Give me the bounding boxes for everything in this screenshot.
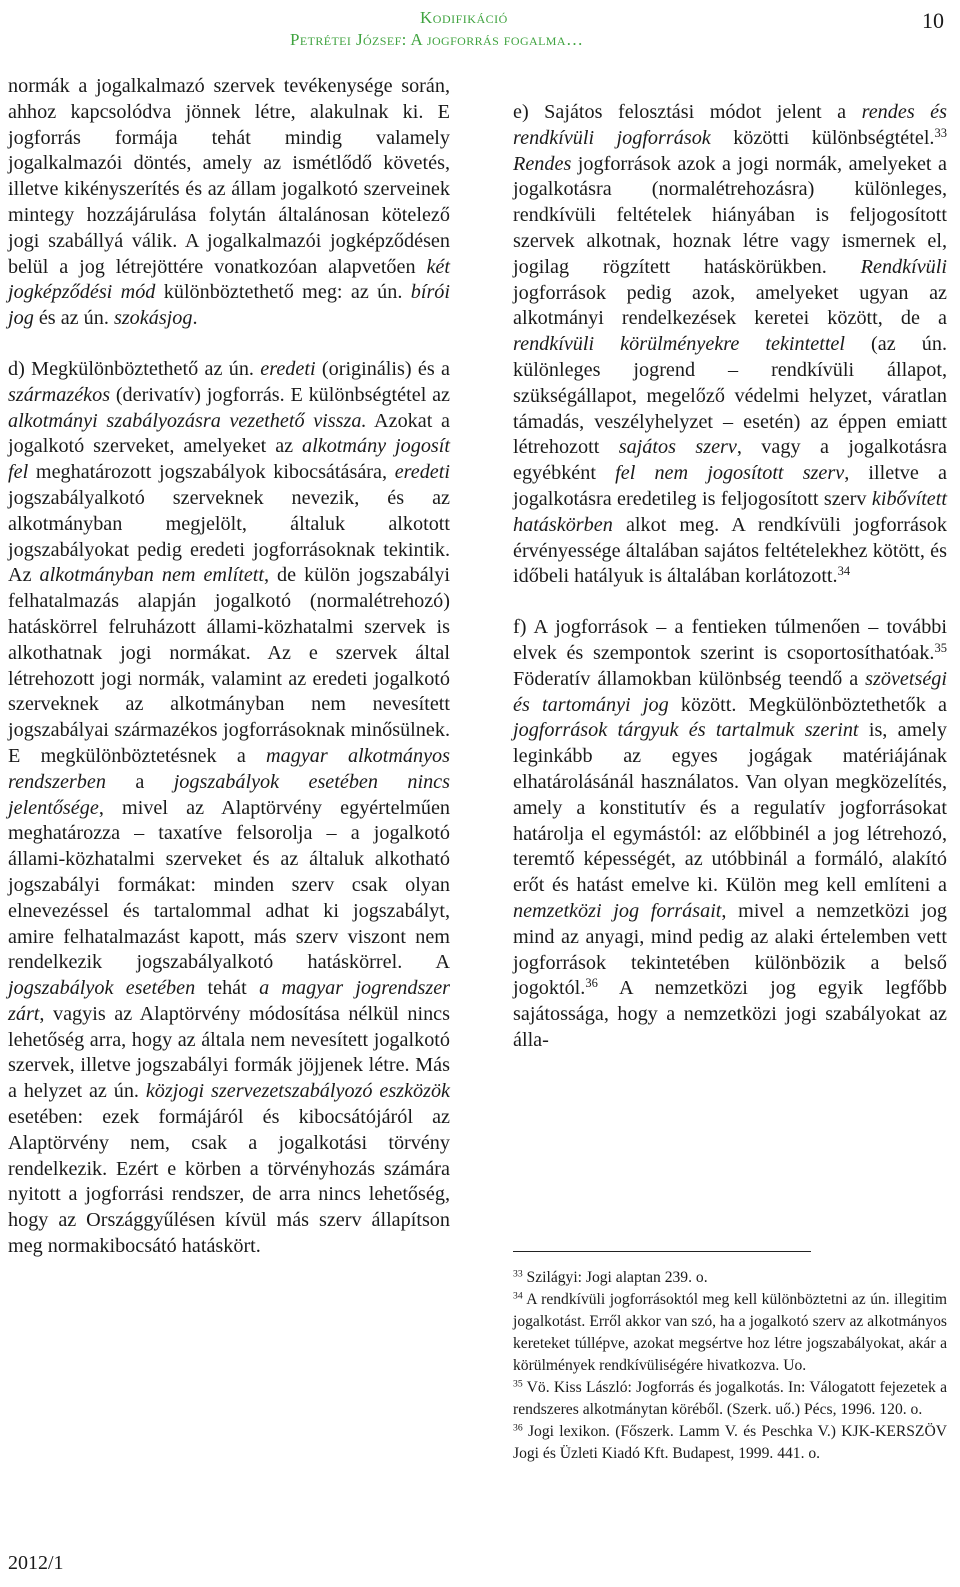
- footnote-34: $^{34}$ A rendkívüli jogforrásoktól meg kell különböztetni az ún. illegitim jogalkotást. Erről akkor van szó, ha a jogalkotó szerv az alkotmányos kereteket túllépve, azokat megsértve hoz létre jogszabályokat, akár a körülmények rendkívüliségére hivatkozva. Uo.: [513, 1290, 947, 1374]
- footnote-ref-36[interactable]: 36: [585, 976, 598, 991]
- footnotes: [513, 1267, 947, 1465]
- paragraph-further-groupings: f) A jogforrások – a fentieken túlmenően – további elvek és szempontok szerint is csoportosíthatóak.$^{35}$ Föderatív államokban különbség teendő a szövetségi és tartományi jog között. Megkülönböztethetők a jogforrások tárgyuk és tartalmuk szerint is, amely leginkább az egyes jogágak matériájának elhatárolásánál használatos. Van olyan megközelítés, amely a konstitutív és a regulatív jogforrásokat határolja el egymástól: az előbbinél a jog létrehozó, teremtő képességét, az utóbbinál a formáló, alakító erőt és hatást emelve ki. Külön meg kell említeni a nemzetközi jog forrásait, mivel a nemzetközi jog mind az anyagi, mind pedig az alaki értelemben vett jogforrások tekintetében különbözik a belső jogoktól.$^{36}$ A nemzetközi jog egyik legfőbb sajátossága, hogy a nemzetközi jogi szabályokat az álla-: [513, 616, 947, 1051]
- footnote-ref-33[interactable]: 33: [934, 125, 947, 140]
- footnote-divider: [513, 1251, 811, 1252]
- left-column: [8, 74, 450, 1260]
- footnote-ref-35[interactable]: 35: [934, 641, 947, 656]
- page-header: [0, 4, 960, 54]
- footnote-35: $^{35}$ Vö. Kiss László: Jogforrás és jogalkotás. In: Válogatott fejezetek a rendszeres alkotmánytan köréből. (Szerk. uő.) Pécs, 1996. 120. o.: [513, 1378, 947, 1418]
- footnote-36: $^{36}$ Jogi lexikon. (Főszerk. Lamm V. és Peschka V.) KJK-KERSZÖV Jogi és Üzleti Kiadó Kft. Budapest, 1999. 441. o.: [513, 1422, 947, 1462]
- paragraph-lawmaking-by-application: normák a jogalkalmazó szervek tevékenysége során, ahhoz kapcsolódva jönnek létre, alakulnak ki. E jogforrás formája tehát mindig valamely jogalkalmazói döntés, amely az ismétlődő követés, illetve kikényszerítés és az állam jogalkotó szerveinek mintegy hozzájárulása folytán általánosan kötelező jogi szabállyá válik. A jogalkalmazói jogképződésen belül a jog létrejöttére vonatkozóan alapvetően két jogképződési mód különböztethető meg: az ún. bírói jog és az ún. szokásjog.: [8, 75, 451, 330]
- page-number: 10: [922, 8, 944, 33]
- issue-number: 2012/1: [8, 1552, 64, 1574]
- paragraph-ordinary-extraordinary-sources: e) Sajátos felosztási módot jelent a rendes és rendkívüli jogforrások közötti különbségtétel.$^{33}$ Rendes jogforrások azok a jogi normák, amelyeket a jogalkotásra (normalétrehozásra) különleges, rendkívüli feltételek hiányában is feljogosított szervek alkotnak, hoznak létre vagy ismernek el, jogilag rögzített hatáskörükben. Rendkívüli jogforrások pedig azok, amelyeket ugyan az alkotmányi rendelkezések keretei között, de a rendkívüli körülményekre tekintettel (az ún. különleges jogrend – rendkívüli állapot, szükségállapot, megelőző védelmi helyzet, váratlan támadás, veszélyhelyzet – esetén) az éppen emiatt létrehozott sajátos szerv, vagy a jogalkotásra egyébként fel nem jogosított szerv, illetve a jogalkotásra eredetileg is feljogosított szerv kibővített hatáskörben alkot meg. A rendkívüli jogforrások érvényessége általában sajátos feltételekhez kötött, és időbeli hatályuk is általában korlátozott.$^{34}$: [513, 101, 947, 588]
- right-column: [513, 100, 947, 1054]
- journal-title: Kodifikáció: [420, 8, 508, 27]
- footnote-33: $^{33}$ Szilágyi: Jogi alaptan 239. o.: [513, 1268, 708, 1286]
- footnote-ref-34[interactable]: 34: [837, 564, 851, 579]
- article-running-title: Petrétei József: A jogforrás fogalma…: [290, 30, 584, 49]
- paragraph-original-derivative-sources: d) Megkülönböztethető az ún. eredeti (originális) és a származékos (derivatív) jogforrás. E különbségtétel az alkotmányi szabályozásra vezethető vissza. Azokat a jogalkotó szerveket, amelyeket az alkotmány jogosít fel meghatározott jogszabályok kibocsátására, eredeti jogszabályalkotó szerveknek nevezik, és az alkotmányban megjelölt, általuk alkotott jogszabályokat pedig eredeti jogforrásoknak tekintik. Az alkotmányban nem említett, de külön jogszabályi felhatalmazás alapján jogalkotó (normalétrehozó) hatáskörrel felruházott állami-közhatalmi szervek is alkothatnak jogi normákat. Az e szervek által létrehozott jogi normák, valamint az eredeti jogalkotó szerveknek az alkotmányban nem nevesített jogszabályai származékos jogforrásoknak minősülnek. E megkülönböztetésnek a magyar alkotmányos rendszerben a jogszabályok esetében nincs jelentősége, mivel az Alaptörvény egyértelműen meghatározza – taxatíve felsorolja – a jogalkotó állami-közhatalmi szerveket és az általuk alkotható jogszabályi formákat: minden szerv csak olyan elnevezéssel és tartalommal adhat ki jogszabályt, amire felhatalmazást kapott, más szerv viszont nem rendelkezik jogszabályalkotó hatáskörrel. A jogszabályok esetében tehát a magyar jogrendszer zárt, vagyis az Alaptörvény módosítása nélkül nincs lehetőség arra, hogy az általa nem nevesített jogalkotó szervek, illetve jogszabályi formák jöjjenek létre. Más a helyzet az ún. közjogi szervezetszabályozó eszközök esetében: ezek formájáról és kibocsátójáról az Alaptörvény nem, csak a jogalkotási törvény rendelkezik. Ezért e körben a törvényhozás számára nyitott a jogforrási rendszer, de arra nincs lehetőség, hogy az Országgyűlésen kívül más szerv állapítson meg normakibocsátó hatáskört.: [8, 357, 451, 1258]
